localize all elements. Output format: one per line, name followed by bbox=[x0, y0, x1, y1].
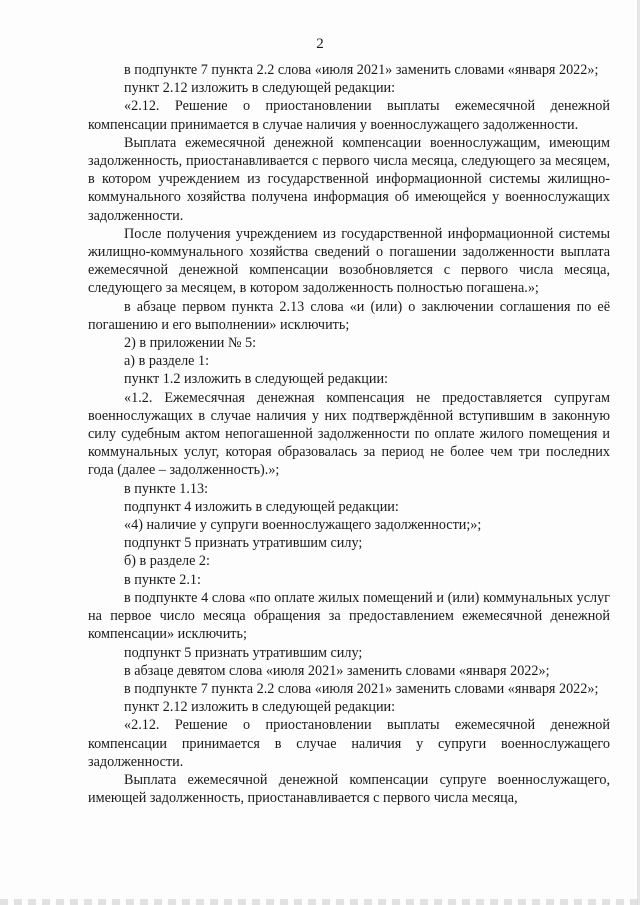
scan-edge-bottom bbox=[0, 899, 640, 905]
paragraph: в абзаце первом пункта 2.13 слова «и (или) о заключении соглашения по её погашению и его выполнении» исключить; bbox=[88, 298, 610, 333]
paragraph: в пункте 2.1: bbox=[124, 571, 201, 588]
paragraph: пункт 1.2 изложить в следующей редакции: bbox=[124, 371, 388, 388]
paragraph: Выплата ежемесячной денежной компенсации супруге военнослужащего, имеющей задолженность, приостанавливается с первого числа месяца, bbox=[88, 771, 610, 807]
paragraph: в абзаце девятом слова «июля 2021» заменить словами «января 2022»; bbox=[124, 662, 550, 679]
document-body bbox=[88, 61, 610, 807]
paragraph: подпункт 5 признать утратившим силу; bbox=[124, 535, 363, 552]
paragraph: «4) наличие у супруги военнослужащего задолженности;»; bbox=[124, 517, 482, 534]
paragraph: пункт 2.12 изложить в следующей редакции: bbox=[124, 80, 396, 97]
paragraph: в подпункте 7 пункта 2.2 слова «июля 2021» заменить словами «января 2022»; bbox=[124, 680, 599, 697]
paragraph: подпункт 5 признать утратившим силу; bbox=[124, 644, 363, 661]
page-number: 2 bbox=[316, 36, 324, 52]
paragraph: Выплата ежемесячной денежной компенсации военнослужащим, имеющим задолженность, приостанавливается с первого числа месяца, следующего за месяцем, в котором учреждением из государственной информационной системы жилищно-коммунального хозяйства получена информация об имеющейся у военнослужащих задолженности. bbox=[88, 134, 610, 224]
paragraph: б) в разделе 2: bbox=[124, 553, 210, 570]
paragraph: «2.12. Решение о приостановлении выплаты ежемесячной денежной компенсации принимается в случае наличия у супруги военнослужащего задолженности. bbox=[88, 717, 610, 770]
paragraph: пункт 2.12 изложить в следующей редакции: bbox=[124, 699, 396, 716]
paragraph: После получения учреждением из государственной информационной системы жилищно-коммунального хозяйства сведений о погашении задолженности выплата ежемесячной денежной компенсации возобновляется с первого числа месяца, следующего за месяцем, в котором задолженность полностью погашена.»; bbox=[88, 225, 610, 297]
paragraph: а) в разделе 1: bbox=[124, 353, 210, 370]
paragraph: в пункте 1.13: bbox=[124, 480, 209, 497]
paragraph: подпункт 4 изложить в следующей редакции: bbox=[124, 498, 399, 515]
paragraph: в подпункте 4 слова «по оплате жилых помещений и (или) коммунальных услуг на первое число месяца обращения за предоставлением ежемесячной денежной компенсации» исключить; bbox=[88, 589, 610, 643]
paragraph: «2.12. Решение о приостановлении выплаты ежемесячной денежной компенсации принимается в случае наличия у военнослужащего задолженности. bbox=[88, 98, 610, 133]
paragraph: в подпункте 7 пункта 2.2 слова «июля 2021» заменить словами «января 2022»; bbox=[124, 62, 599, 78]
paragraph: 2) в приложении № 5: bbox=[124, 335, 257, 352]
paragraph: «1.2. Ежемесячная денежная компенсация не предоставляется супругам военнослужащих в случае наличия у них подтверждённой вступившим в законную силу судебным актом непогашенной задолженности по оплате жилого помещения и коммунальных услуг, которая образовалась за период не более чем три последних года (далее – задолженность).»; bbox=[88, 389, 610, 479]
